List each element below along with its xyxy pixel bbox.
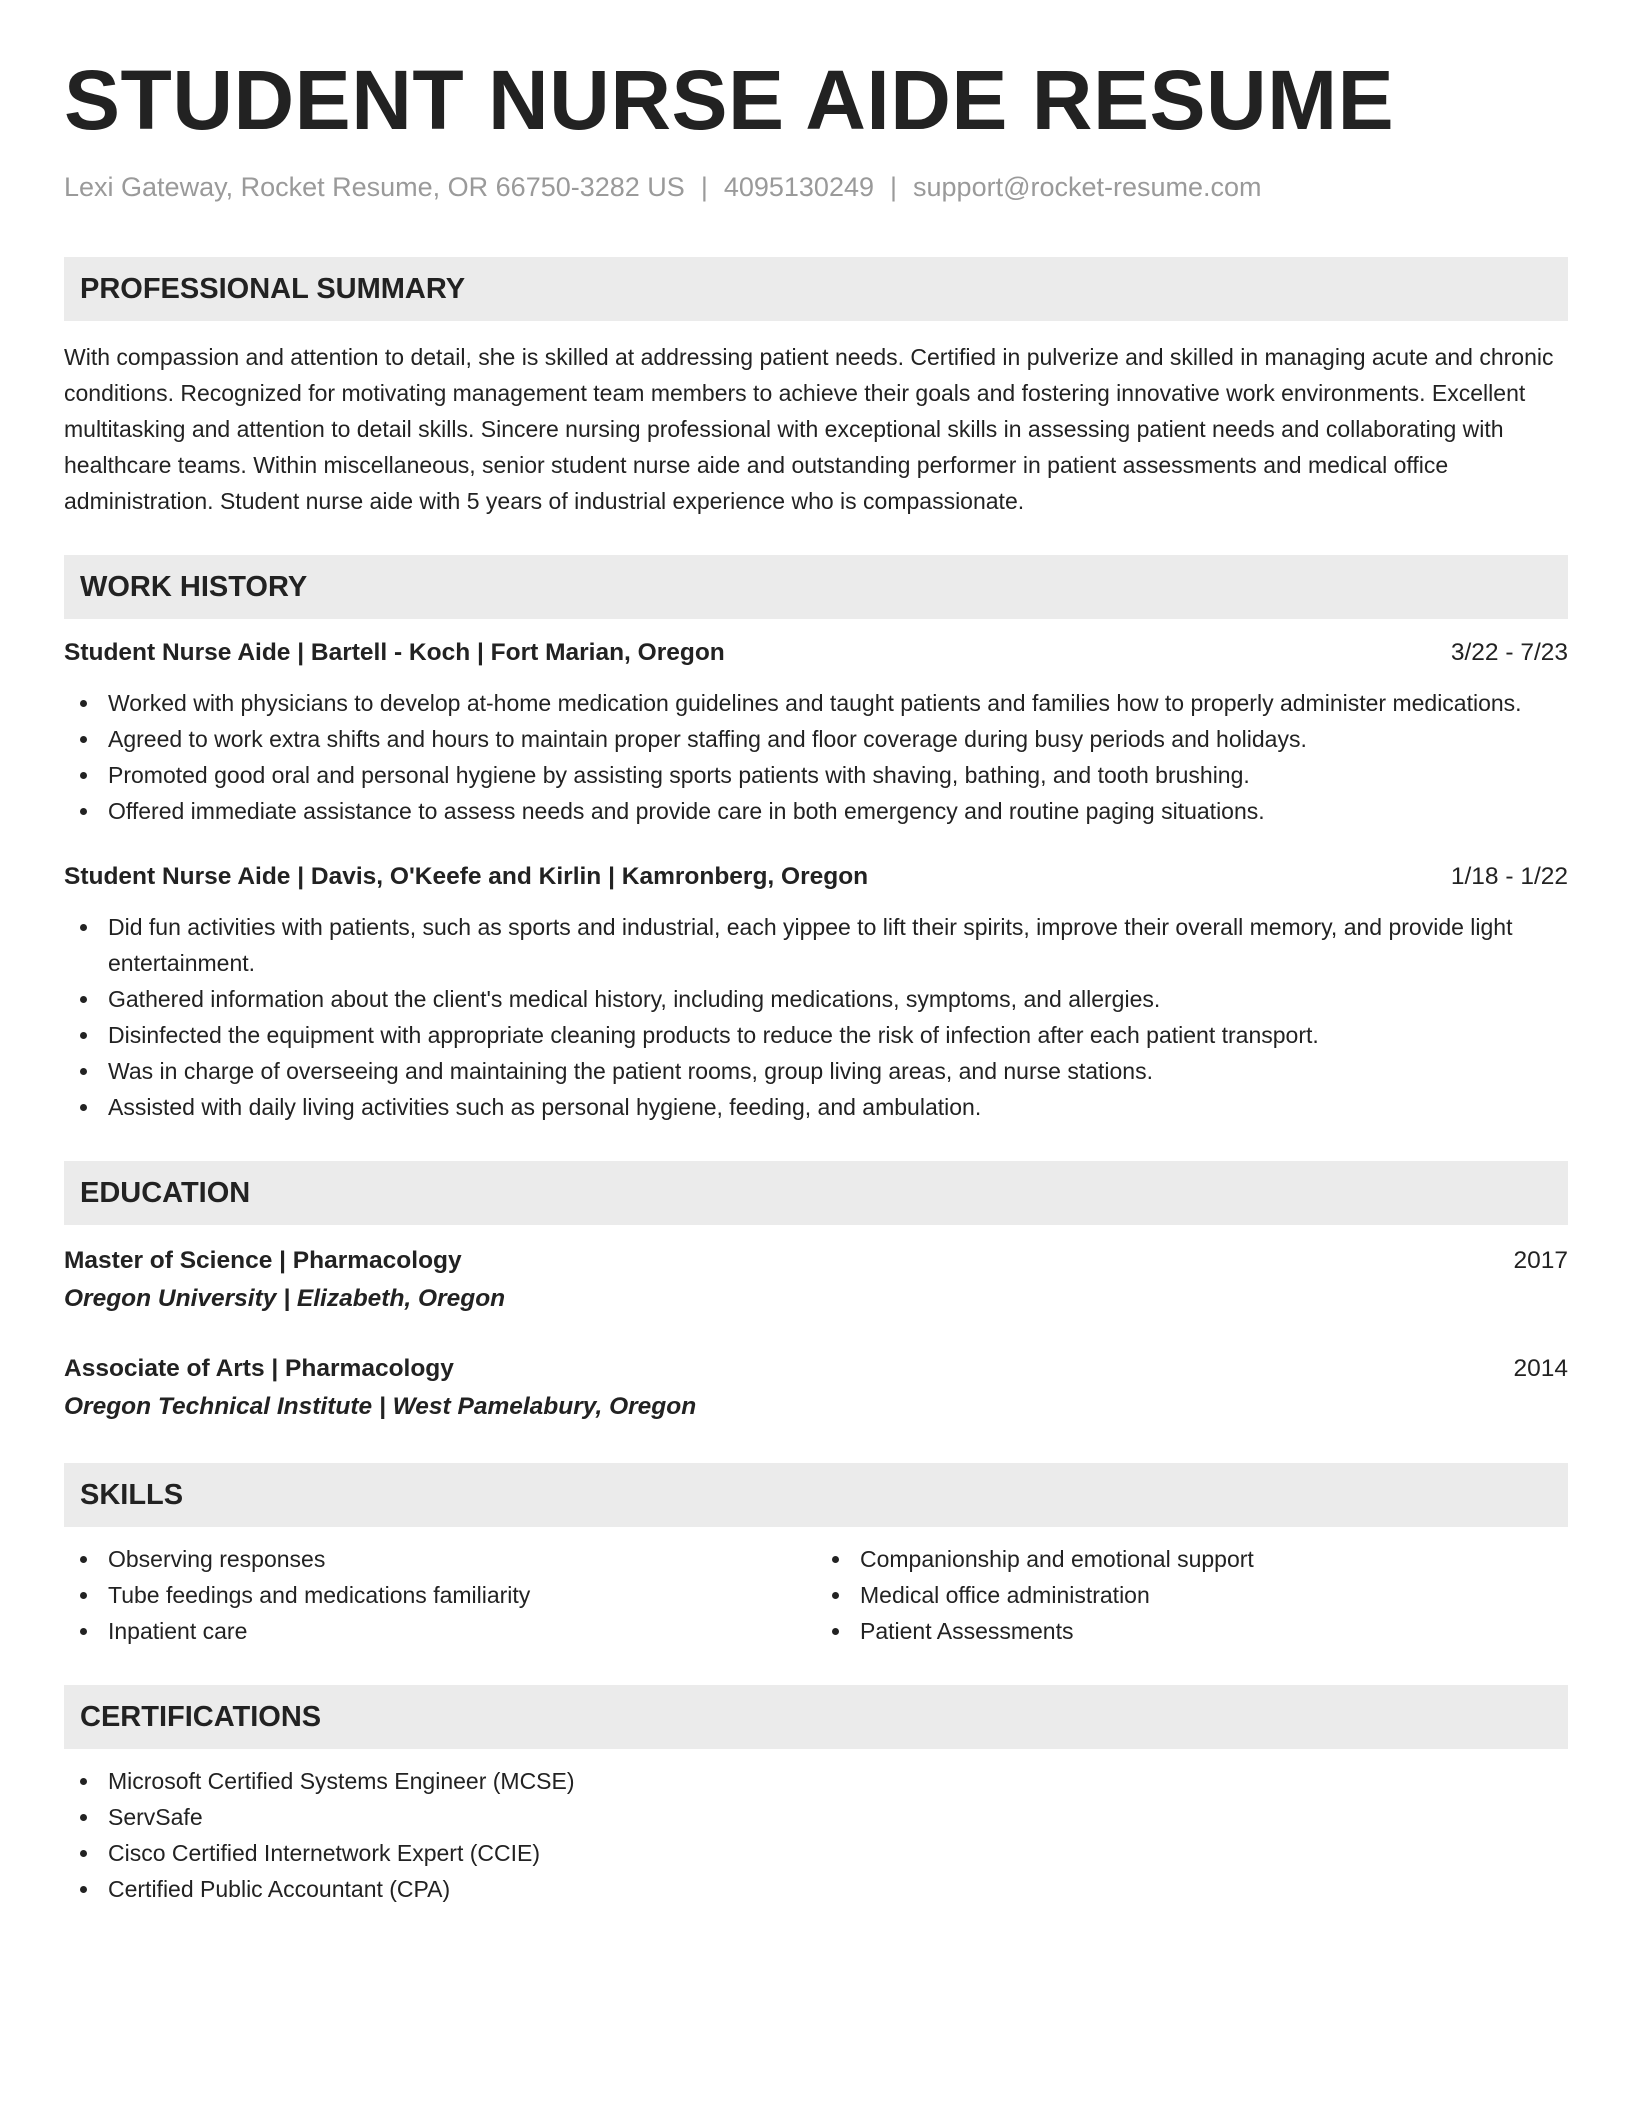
skills-list	[816, 1541, 1568, 1649]
contact-email: support@rocket-resume.com	[913, 172, 1262, 203]
skills-grid	[64, 1541, 1568, 1649]
education-year: 2014	[1513, 1355, 1568, 1383]
contact-separator: |	[700, 172, 708, 203]
skills-column-left	[64, 1541, 816, 1649]
skill-item: Observing responses	[64, 1541, 816, 1577]
skills-list	[64, 1541, 816, 1649]
job-bullets	[64, 909, 1568, 1125]
job-header	[64, 635, 1568, 671]
education-entry	[64, 1351, 1568, 1427]
job-bullet: Disinfected the equipment with appropriate cleaning products to reduce the risk of infection after each patient transport.	[64, 1017, 1568, 1053]
contact-phone: 4095130249	[723, 172, 874, 203]
education-header	[64, 1351, 1568, 1387]
contact-address: Lexi Gateway, Rocket Resume, OR 66750-3282 US	[64, 172, 685, 203]
job-bullet: Did fun activities with patients, such as sports and industrial, each yippee to lift their spirits, improve their overall memory, and provide light entertainment.	[64, 909, 1568, 981]
education-degree: Associate of Arts | Pharmacology	[64, 1355, 454, 1383]
certification-item: Cisco Certified Internetwork Expert (CCIE)	[64, 1835, 1568, 1871]
education-entry	[64, 1243, 1568, 1319]
certifications-list	[64, 1763, 1568, 1907]
job-bullet: Was in charge of overseeing and maintaining the patient rooms, group living areas, and nurse stations.	[64, 1053, 1568, 1089]
skill-item: Medical office administration	[816, 1577, 1568, 1613]
job-bullets	[64, 685, 1568, 829]
section-heading-work-history: WORK HISTORY	[64, 555, 1568, 619]
education-year: 2017	[1513, 1247, 1568, 1275]
job-bullet: Agreed to work extra shifts and hours to maintain proper staffing and floor coverage during busy periods and holidays.	[64, 721, 1568, 757]
job-bullet: Worked with physicians to develop at-home medication guidelines and taught patients and families how to properly administer medications.	[64, 685, 1568, 721]
education-school: Oregon University | Elizabeth, Oregon	[64, 1285, 506, 1313]
education-school: Oregon Technical Institute | West Pamelabury, Oregon	[64, 1393, 697, 1421]
resume-title: STUDENT NURSE AIDE RESUME	[64, 53, 1395, 147]
certification-item: Certified Public Accountant (CPA)	[64, 1871, 1568, 1907]
education-header	[64, 1243, 1568, 1279]
job-bullet: Gathered information about the client's medical history, including medications, symptoms, and allergies.	[64, 981, 1568, 1017]
certification-item: ServSafe	[64, 1799, 1568, 1835]
skill-item: Companionship and emotional support	[816, 1541, 1568, 1577]
contact-line	[64, 170, 1568, 205]
skill-item: Tube feedings and medications familiarity	[64, 1577, 816, 1613]
job-title: Student Nurse Aide | Davis, O'Keefe and Kirlin | Kamronberg, Oregon	[64, 863, 869, 891]
job-dates: 1/18 - 1/22	[1450, 863, 1568, 891]
section-heading-education: EDUCATION	[64, 1161, 1568, 1225]
contact-separator: |	[890, 172, 898, 203]
skill-item: Inpatient care	[64, 1613, 816, 1649]
job-bullet: Promoted good oral and personal hygiene by assisting sports patients with shaving, bathing, and tooth brushing.	[64, 757, 1568, 793]
education-degree: Master of Science | Pharmacology	[64, 1247, 462, 1275]
job-dates: 3/22 - 7/23	[1450, 639, 1568, 667]
skills-column-right	[816, 1541, 1568, 1649]
section-heading-certifications: CERTIFICATIONS	[64, 1685, 1568, 1749]
job-entry	[64, 635, 1568, 829]
certification-item: Microsoft Certified Systems Engineer (MCSE)	[64, 1763, 1568, 1799]
section-heading-summary: PROFESSIONAL SUMMARY	[64, 257, 1568, 321]
job-header	[64, 859, 1568, 895]
job-bullet: Assisted with daily living activities such as personal hygiene, feeding, and ambulation.	[64, 1089, 1568, 1125]
job-title: Student Nurse Aide | Bartell - Koch | Fort Marian, Oregon	[64, 639, 725, 667]
job-bullet: Offered immediate assistance to assess needs and provide care in both emergency and routine paging situations.	[64, 793, 1568, 829]
summary-text: With compassion and attention to detail, she is skilled at addressing patient needs. Certified in pulverize and skilled in managing acute and chronic conditions. Recognized for motivating management team members to achieve their goals and fostering innovative work environments. Excellent multitasking and attention to detail skills. Sincere nursing professional with exceptional skills in assessing patient needs and collaborating with healthcare teams. Within miscellaneous, senior student nurse aide and outstanding performer in patient assessments and medical office administration. Student nurse aide with 5 years of industrial experience who is compassionate.	[64, 344, 1554, 515]
section-heading-skills: SKILLS	[64, 1463, 1568, 1527]
job-entry	[64, 859, 1568, 1125]
skill-item: Patient Assessments	[816, 1613, 1568, 1649]
